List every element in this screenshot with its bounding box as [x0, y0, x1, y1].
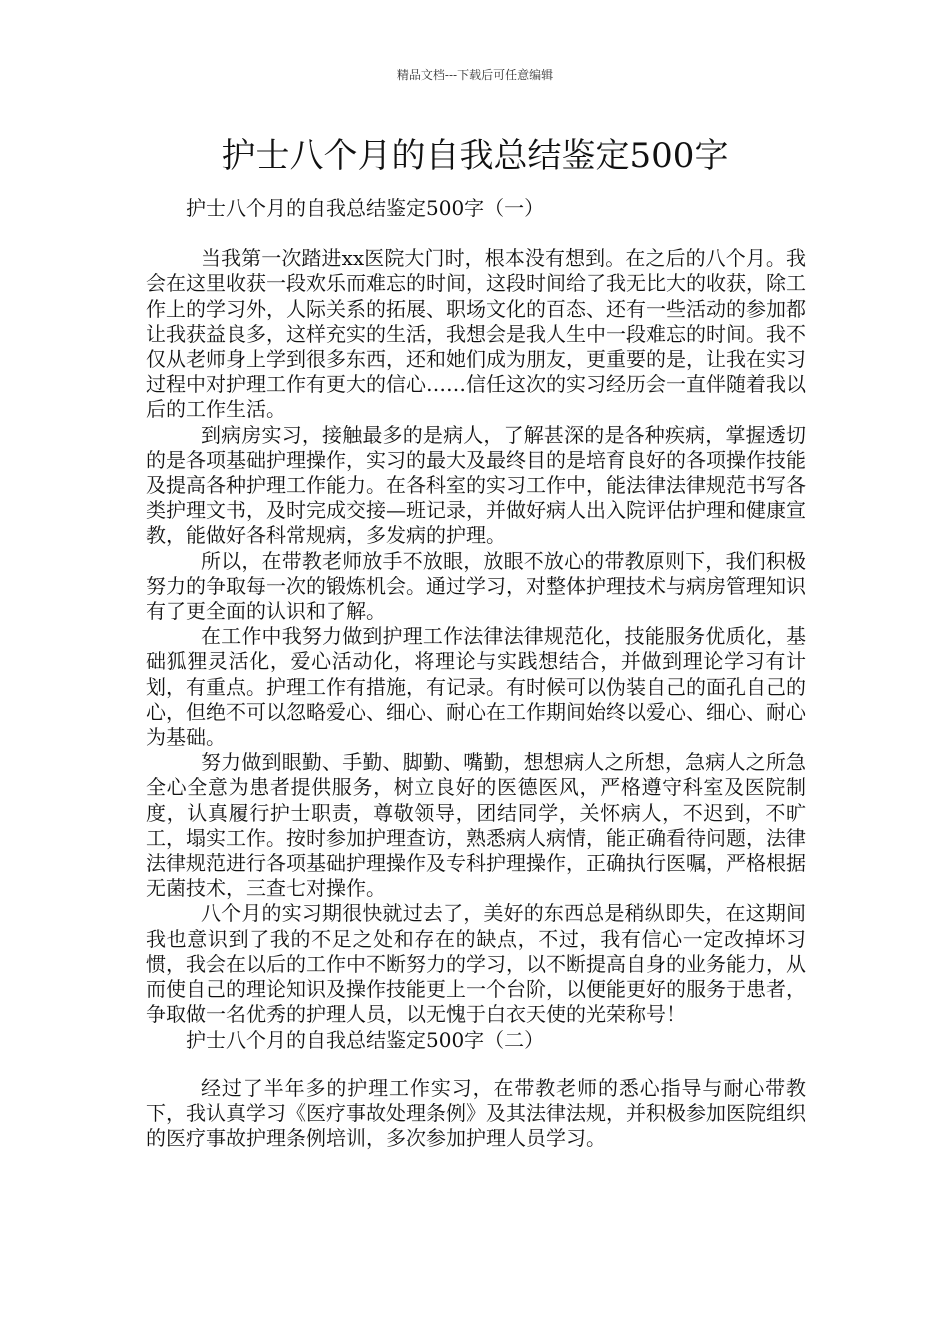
- header-note: 精品文档---下载后可任意编辑: [396, 68, 554, 82]
- paragraph: 所以，在带教老师放手不放眼，放眼不放心的带教原则下，我们积极努力的争取每一次的锻炼机会。通过学习，对整体护理技术与病房管理知识有了更全面的认识和了解。: [146, 548, 806, 624]
- paragraph: 八个月的实习期很快就过去了，美好的东西总是稍纵即失，在这期间我也意识到了我的不足之处和存在的缺点，不过，我有信心一定改掉坏习惯，我会在以后的工作中不断努力的学习，以不断提高自身的业务能力，从而使自己的理论知识及操作技能更上一个台阶，以便能更好的服务于患者，争取做一名优秀的护理人员，以无愧于白衣天使的光荣称号！: [146, 901, 806, 1027]
- paragraph: 经过了半年多的护理工作实习，在带教老师的悉心指导与耐心带教下，我认真学习《医疗事故处理条例》及其法律法规，并积极参加医院组织的医疗事故护理条例培训，多次参加护理人员学习。: [146, 1075, 806, 1151]
- section-2-heading: 护士八个月的自我总结鉴定500字（二）: [186, 1027, 545, 1052]
- paragraph: 在工作中我努力做到护理工作法律法律规范化，技能服务优质化，基础狐狸灵活化，爱心活动化，将理论与实践想结合，并做到理论学习有计划，有重点。护理工作有措施，有记录。有时候可以伪装自己的面孔自己的心，但绝不可以忽略爱心、细心、耐心在工作期间始终以爱心、细心、耐心为基础。: [146, 624, 806, 750]
- paragraph: 到病房实习，接触最多的是病人，了解甚深的是各种疾病，掌握透切的是各项基础护理操作，实习的最大及最终目的是培育良好的各项操作技能及提高各种护理工作能力。在各科室的实习工作中，能法律法律规范书写各类护理文书，及时完成交接—班记录，并做好病人出入院评估护理和健康宣教，能做好各科常规病，多发病的护理。: [146, 422, 806, 548]
- document-body: [146, 196, 806, 1151]
- document-title: 护士八个月的自我总结鉴定500字: [221, 136, 729, 176]
- section-1-heading: 护士八个月的自我总结鉴定500字（一）: [186, 196, 545, 220]
- paragraph: 当我第一次踏进xx医院大门时，根本没有想到。在之后的八个月。我会在这里收获一段欢乐而难忘的时间，这段时间给了我无比大的收获，除工作上的学习外，人际关系的拓展、职场文化的百态、还有一些活动的参加都让我获益良多，这样充实的生活，我想会是我人生中一段难忘的时间。我不仅从老师身上学到很多东西，还和她们成为朋友，更重要的是，让我在实习过程中对护理工作有更大的信心……信任这次的实习经历会一直伴随着我以后的工作生活。: [146, 246, 806, 422]
- paragraph: 努力做到眼勤、手勤、脚勤、嘴勤，想想病人之所想，急病人之所急全心全意为患者提供服务，树立良好的医德医风，严格遵守科室及医院制度，认真履行护士职责，尊敬领导，团结同学，关怀病人，不迟到，不旷工，塌实工作。按时参加护理查访，熟悉病人病情，能正确看待问题，法律法律规范进行各项基础护理操作及专科护理操作，正确执行医嘱，严格根据无菌技术，三查七对操作。: [146, 750, 806, 901]
